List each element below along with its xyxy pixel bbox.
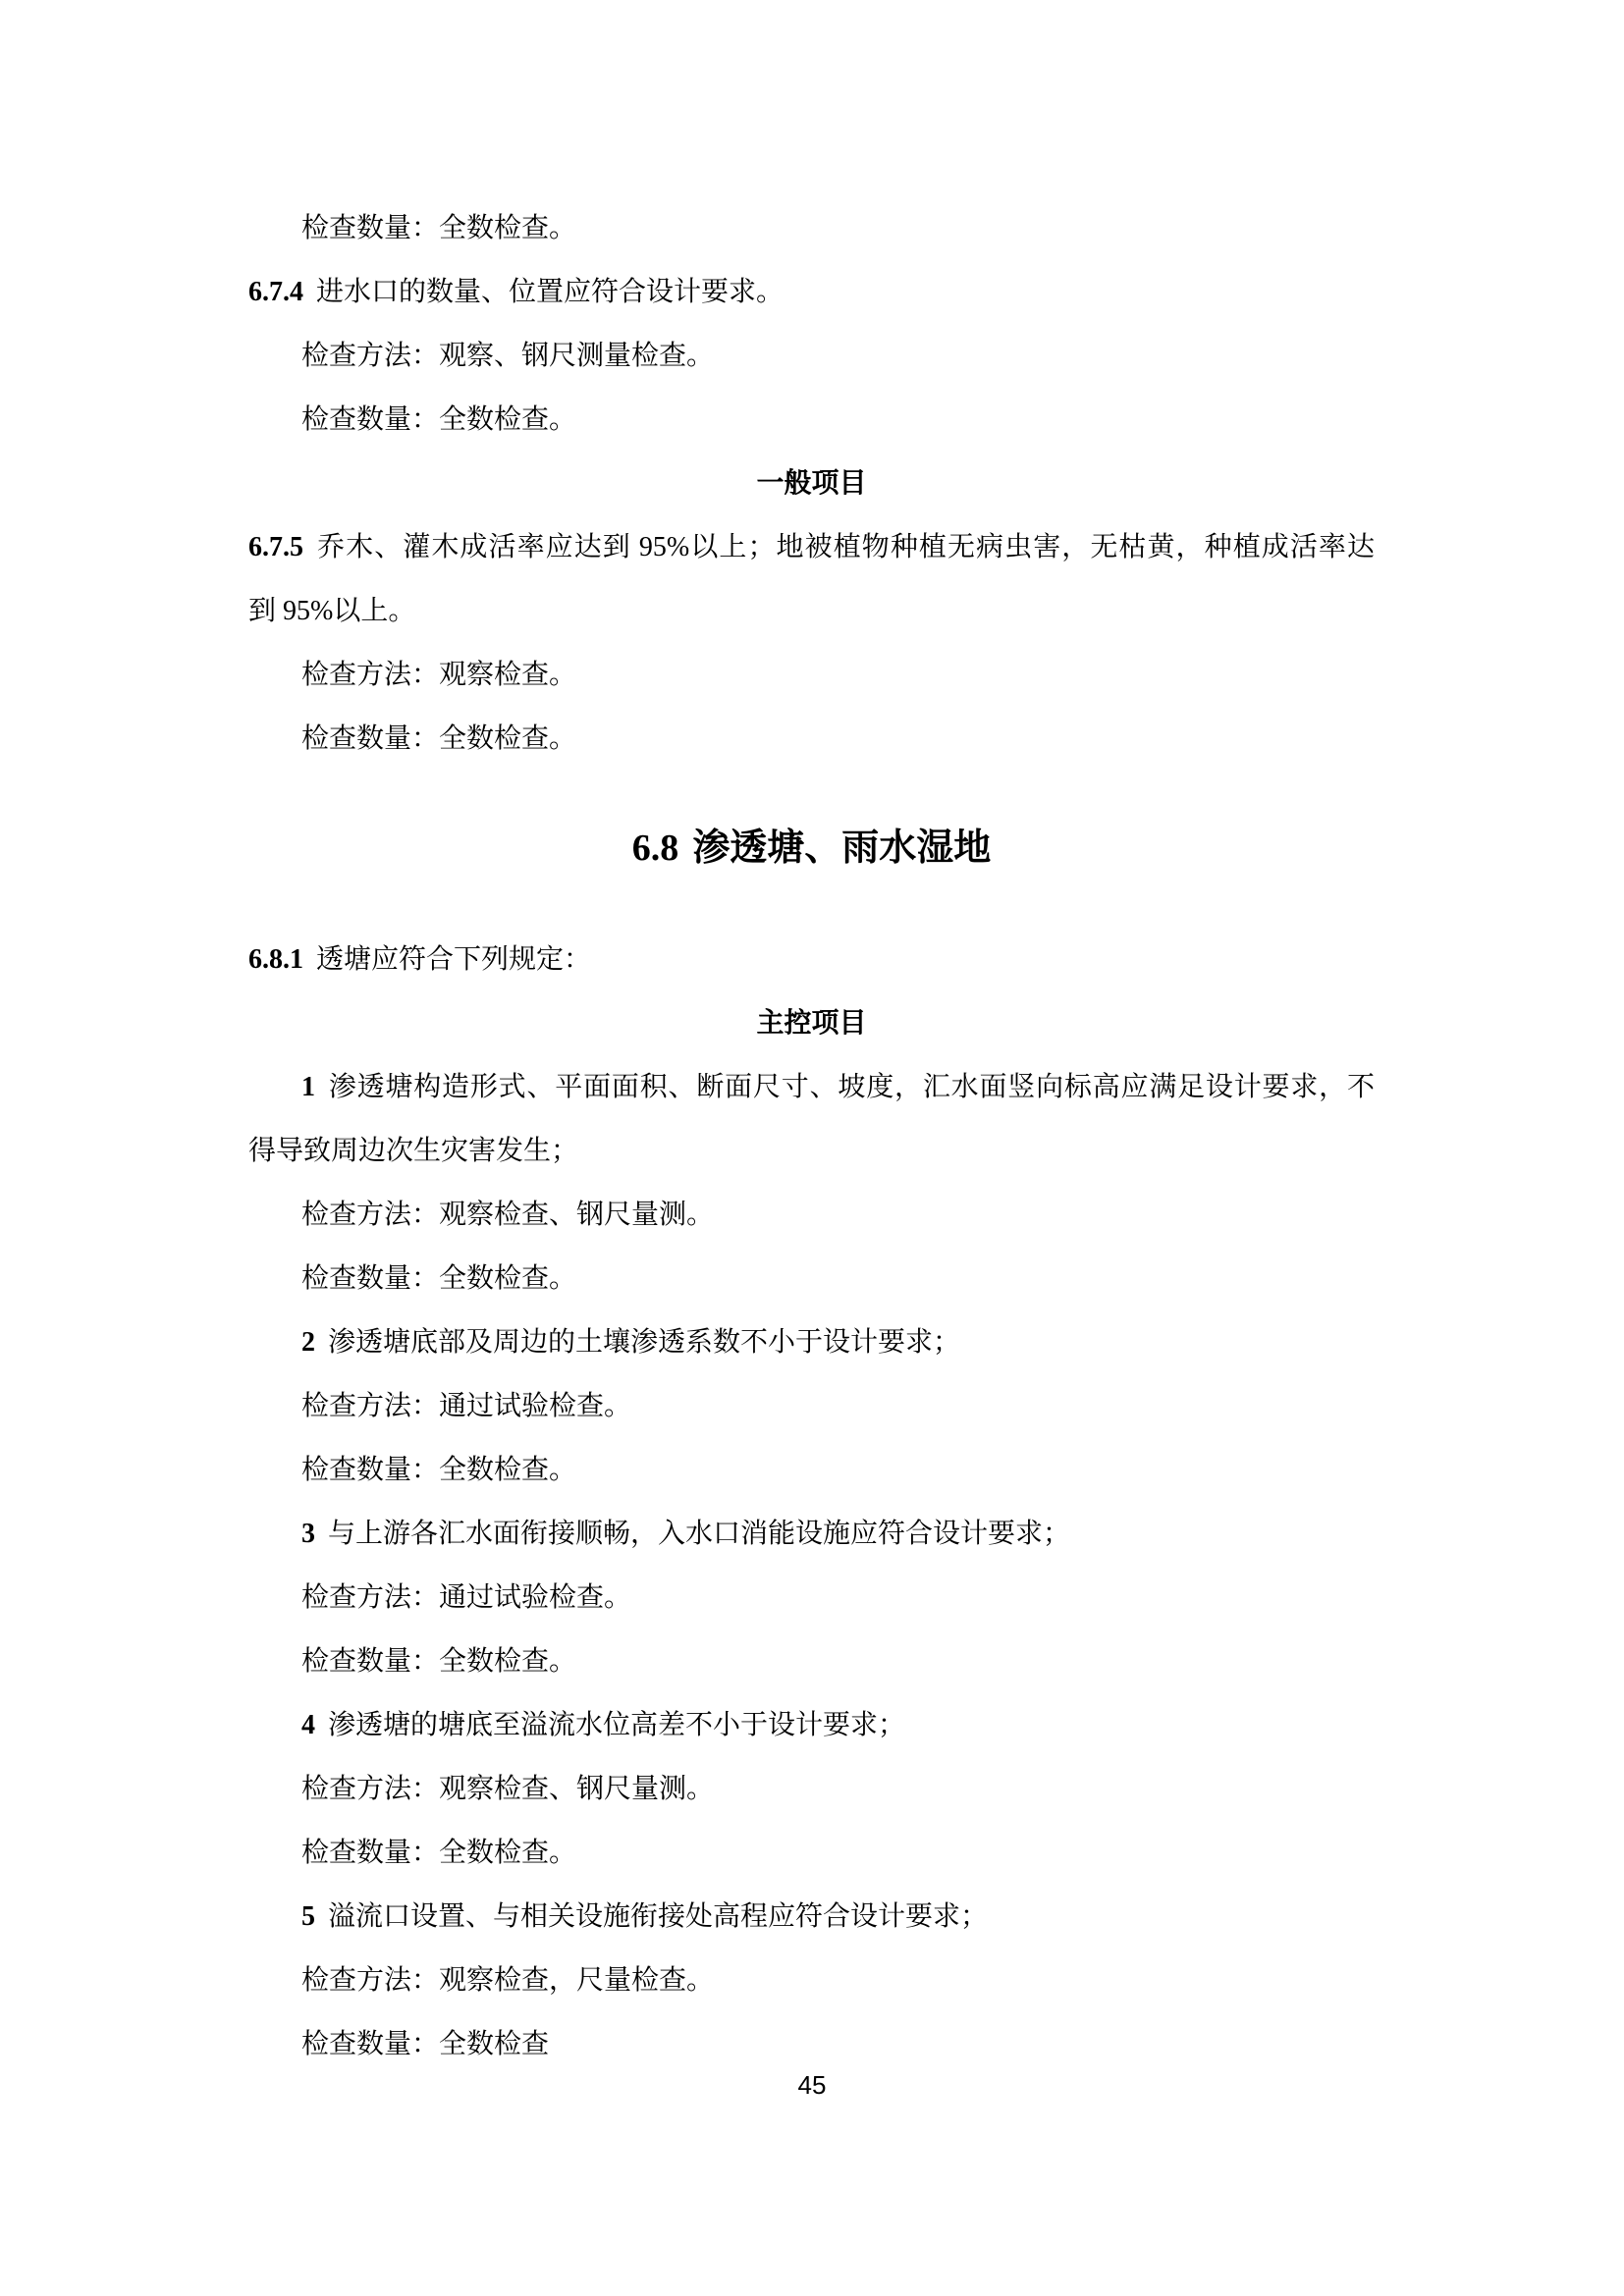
line-text: 渗透塘构造形式、平面面积、断面尺寸、坡度，汇水面竖向标高应满足设计要求，不: [328, 1072, 1375, 1102]
list-item: [248, 1310, 1375, 1374]
check-line-paragraph: [248, 1566, 1375, 1629]
check-line-paragraph: [248, 388, 1375, 452]
clause-number: 6.7.4: [248, 277, 303, 307]
text-line: [248, 1119, 1375, 1183]
line-text: 主控项目: [756, 1008, 867, 1039]
text-line: [248, 991, 1375, 1055]
line-text: 检查方法：观察检查、钢尺量测。: [301, 1774, 715, 1804]
text-line: [248, 1247, 1375, 1310]
text-line: [248, 1629, 1375, 1693]
line-text: 检查数量：全数检查。: [301, 213, 577, 243]
line-text: 检查数量：全数检查。: [301, 404, 577, 435]
check-line-paragraph: [248, 1821, 1375, 1885]
check-line-paragraph: [248, 1374, 1375, 1438]
clause-paragraph: [248, 260, 1375, 324]
line-text: 到 95%以上。: [248, 596, 416, 626]
text-line: [248, 1183, 1375, 1247]
line-text: 进水口的数量、位置应符合设计要求。: [316, 277, 785, 307]
list-item: [248, 1055, 1375, 1183]
line-text: 得导致周边次生灾害发生；: [248, 1136, 579, 1166]
check-line-paragraph: [248, 196, 1375, 260]
clause-number: 2: [301, 1327, 315, 1358]
text-line: [248, 1055, 1375, 1119]
check-line-paragraph: [248, 1247, 1375, 1310]
clause-number: 1: [301, 1072, 315, 1102]
line-text: 检查方法：通过试验检查。: [301, 1582, 632, 1613]
text-line: [248, 1885, 1375, 1949]
line-text: 乔木、灌木成活率应达到 95%以上；地被植物种植无病虫害，无枯黄，种植成活率达: [316, 532, 1375, 562]
text-line: [248, 928, 1375, 991]
page-number: 45: [797, 2070, 827, 2100]
clause-number: 4: [301, 1710, 315, 1740]
line-text: 检查方法：观察、钢尺测量检查。: [301, 341, 715, 371]
line-text: 检查数量：全数检查。: [301, 1455, 577, 1485]
text-line: [248, 452, 1375, 515]
check-line-paragraph: [248, 1629, 1375, 1693]
text-line: [248, 196, 1375, 260]
clause-paragraph: [248, 515, 1375, 643]
check-line-paragraph: [248, 1949, 1375, 2012]
clause-number: 6.7.5: [248, 532, 303, 562]
text-line: [248, 324, 1375, 388]
page-footer: [0, 2065, 1624, 2105]
list-item: [248, 1502, 1375, 1566]
line-text: 检查数量：全数检查。: [301, 1838, 577, 1868]
text-line: [248, 1566, 1375, 1629]
check-line-paragraph: [248, 1438, 1375, 1502]
text-line: [248, 388, 1375, 452]
line-text: 检查方法：观察检查、钢尺量测。: [301, 1200, 715, 1230]
line-text: 检查方法：通过试验检查。: [301, 1391, 632, 1421]
check-line-paragraph: [248, 1183, 1375, 1247]
clause-number: 5: [301, 1901, 315, 1932]
text-line: [248, 1438, 1375, 1502]
line-text: 渗透塘的塘底至溢流水位高差不小于设计要求；: [328, 1710, 906, 1740]
text-line: [248, 1374, 1375, 1438]
text-line: [248, 1693, 1375, 1757]
text-line: [248, 1757, 1375, 1821]
line-text: 检查数量：全数检查。: [301, 723, 577, 754]
text-line: [248, 260, 1375, 324]
document-body: [248, 196, 1375, 2076]
text-line: [248, 1949, 1375, 2012]
text-line: [248, 579, 1375, 643]
check-line-paragraph: [248, 643, 1375, 707]
clause-number: 3: [301, 1519, 315, 1549]
line-text: 一般项目: [756, 468, 867, 499]
subheading: [248, 991, 1375, 1055]
text-line: [248, 1310, 1375, 1374]
subheading: [248, 452, 1375, 515]
text-line: [248, 809, 1375, 887]
clause-number: 6.8.1: [248, 944, 303, 975]
text-line: [248, 1821, 1375, 1885]
text-line: [248, 1502, 1375, 1566]
check-line-paragraph: [248, 707, 1375, 771]
text-line: [248, 515, 1375, 579]
line-text: 溢流口设置、与相关设施衔接处高程应符合设计要求；: [328, 1901, 989, 1932]
line-text: 检查方法：观察检查，尺量检查。: [301, 1965, 715, 1996]
line-text: 检查方法：观察检查。: [301, 660, 577, 690]
list-item: [248, 1885, 1375, 1949]
text-line: [248, 643, 1375, 707]
check-line-paragraph: [248, 1757, 1375, 1821]
check-line-paragraph: [248, 324, 1375, 388]
text-line: [248, 707, 1375, 771]
line-text: 透塘应符合下列规定：: [316, 944, 592, 975]
list-item: [248, 1693, 1375, 1757]
line-text: 渗透塘、雨水湿地: [692, 828, 992, 869]
clause-paragraph: [248, 928, 1375, 991]
line-text: 检查数量：全数检查。: [301, 1646, 577, 1677]
line-text: 渗透塘底部及周边的土壤渗透系数不小于设计要求；: [328, 1327, 961, 1358]
line-text: 与上游各汇水面衔接顺畅，入水口消能设施应符合设计要求；: [328, 1519, 1071, 1549]
section-heading: [248, 809, 1375, 887]
line-text: 检查数量：全数检查。: [301, 1263, 577, 1294]
line-text: 检查数量：全数检查: [301, 2029, 550, 2059]
clause-number: 6.8: [631, 828, 679, 869]
